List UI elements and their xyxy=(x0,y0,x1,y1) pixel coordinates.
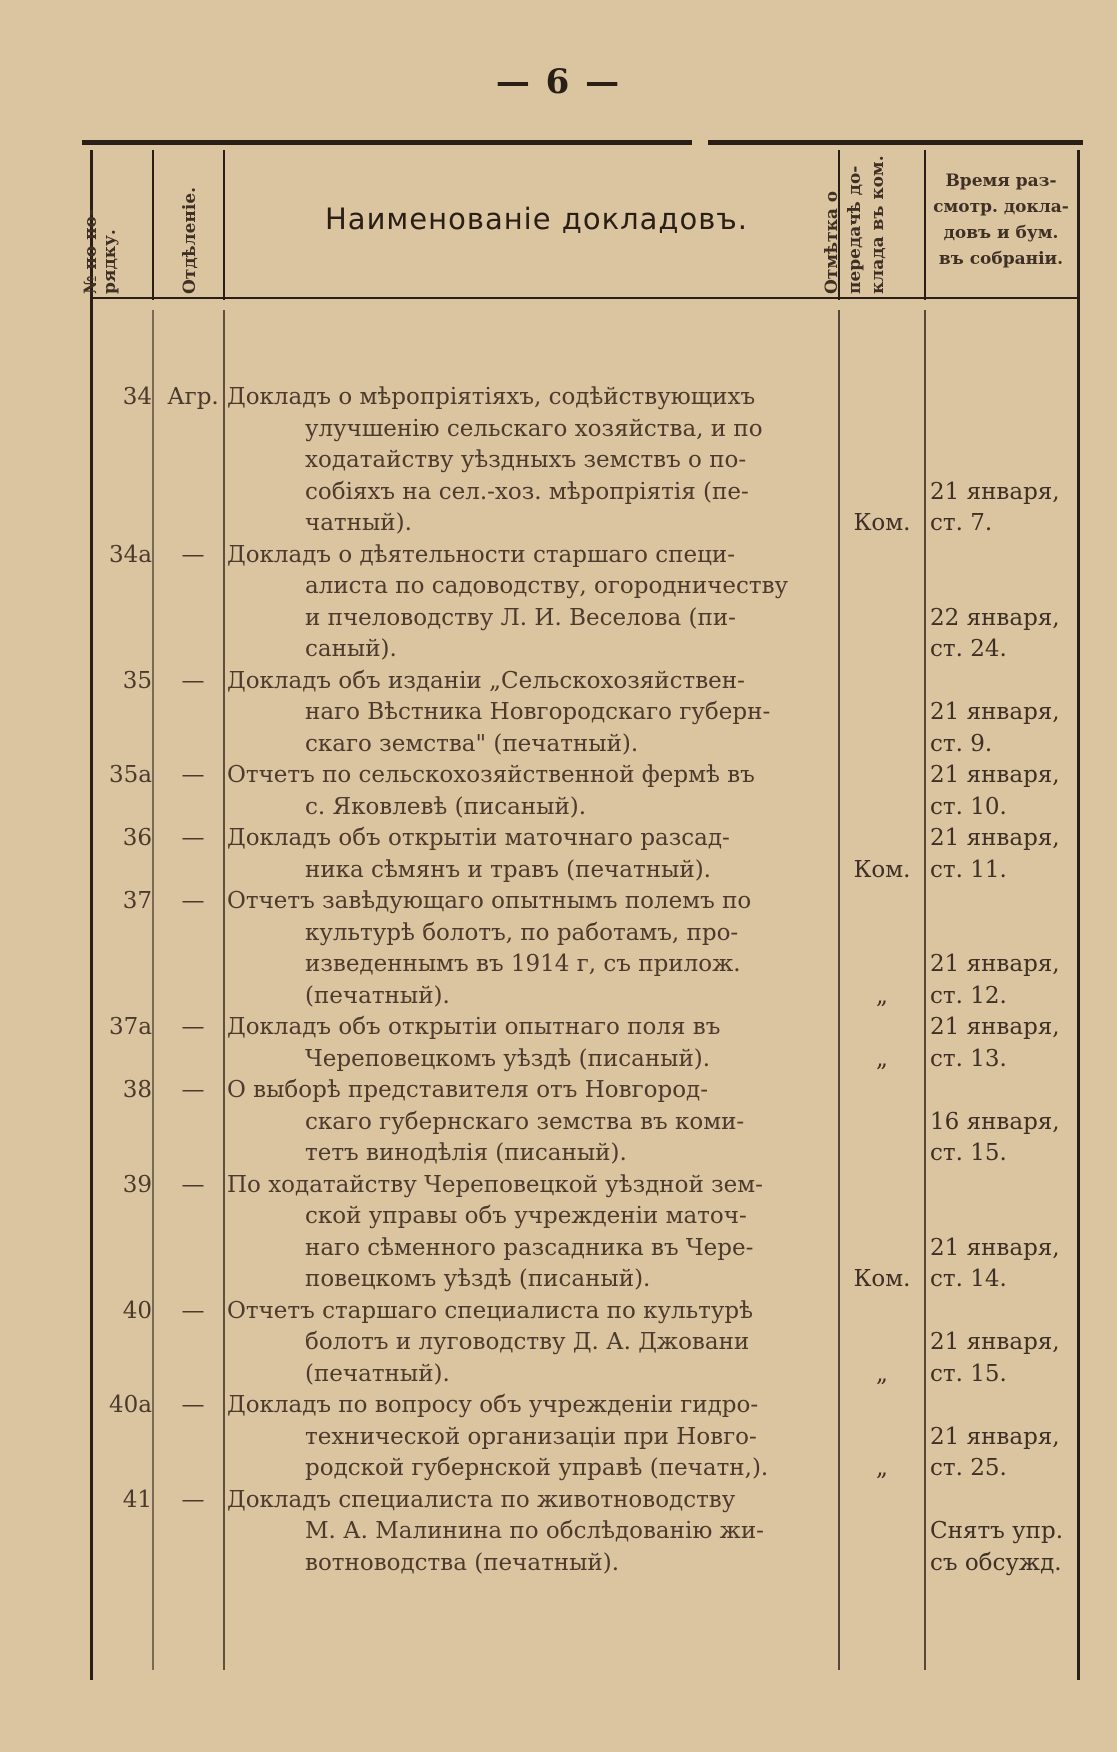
time-line: ст. 15. xyxy=(930,1360,1007,1387)
row-title xyxy=(227,382,935,540)
header-mark: Отмѣтка о передачѣ до- клада въ ком. xyxy=(822,155,888,294)
title-line: собіяхъ на сел.-хоз. мѣропріятія (пе- xyxy=(305,478,749,505)
title-line: (печатный). xyxy=(305,1360,450,1387)
header-time: Время раз- смотр. докла- довъ и бум. въ собраніи. xyxy=(933,171,1069,269)
row-session-time xyxy=(930,603,1080,666)
top-rule-left xyxy=(82,140,692,145)
row-session-time xyxy=(930,1516,1080,1579)
time-line: ст. 10. xyxy=(930,793,1007,820)
title-line: скаго земства" (печатный). xyxy=(305,730,639,757)
title-line: Отчетъ старшаго специалиста по культурѣ xyxy=(227,1297,754,1324)
row-number: 38 xyxy=(122,1077,152,1103)
header-num: № по по- рядку. xyxy=(81,209,120,294)
title-line: Отчетъ завѣдующаго опытнымъ полемъ по xyxy=(227,888,752,914)
title-line: тетъ винодѣлія (писаный). xyxy=(305,1140,627,1166)
row-department: — xyxy=(181,541,205,568)
title-line: повецкомъ уѣздѣ (писаный). xyxy=(305,1266,651,1292)
row-session-time xyxy=(930,823,1080,886)
row-session-time xyxy=(930,477,1080,540)
time-line: 21 января, xyxy=(930,1234,1060,1261)
row-session-time xyxy=(930,1107,1080,1170)
row-title xyxy=(227,886,935,1012)
table-header xyxy=(81,150,1080,300)
top-rule-right xyxy=(708,140,1083,145)
title-line: родской губернской управѣ (печатн,). xyxy=(305,1455,769,1481)
title-line: улучшенію сельскаго хозяйства, и по xyxy=(305,415,763,442)
row-number: 34а xyxy=(109,541,152,568)
row-session-time xyxy=(930,1012,1080,1075)
table-body xyxy=(90,310,1080,1670)
row-title xyxy=(227,1012,935,1075)
row-department: — xyxy=(181,1014,205,1040)
title-line: Докладъ специалиста по животноводству xyxy=(227,1486,736,1513)
col-line-num xyxy=(152,310,154,1670)
time-line: 21 января, xyxy=(930,825,1060,851)
row-title xyxy=(227,1170,935,1296)
title-line: М. А. Малинина по обслѣдованію жи- xyxy=(305,1518,764,1544)
title-line: болотъ и луговодству Д. А. Джовани xyxy=(305,1329,750,1355)
title-line: с. Яковлевѣ (писаный). xyxy=(305,793,587,820)
title-line: культурѣ болотъ, по работамъ, про- xyxy=(305,919,739,946)
header-title: Наименованіе докладовъ. xyxy=(325,202,748,236)
row-committee-mark: Ком. xyxy=(853,856,911,883)
row-session-time xyxy=(930,1233,1080,1296)
title-line: и пчеловодству Л. И. Веселова (пи- xyxy=(305,604,736,631)
time-line: 16 января, xyxy=(930,1108,1060,1135)
title-line: Докладъ объ изданіи „Сельскохозяйствен- xyxy=(227,667,745,694)
time-line: съ обсужд. xyxy=(930,1549,1062,1576)
row-department: — xyxy=(181,1297,205,1324)
row-department: — xyxy=(181,1486,205,1513)
row-department: — xyxy=(181,1171,205,1198)
title-line: ходатайству уѣздныхъ земствъ о по- xyxy=(305,447,747,473)
time-line: ст. 12. xyxy=(930,982,1007,1009)
row-title xyxy=(227,1485,935,1580)
title-line: саный). xyxy=(305,636,397,662)
time-line: ст. 11. xyxy=(930,856,1007,883)
header-dept: Отдѣленіе. xyxy=(180,186,200,294)
row-committee-mark: Ком. xyxy=(853,510,911,536)
row-department: — xyxy=(181,762,205,788)
time-line: ст. 15. xyxy=(930,1140,1007,1166)
row-committee-mark: „ xyxy=(876,1045,888,1072)
row-title xyxy=(227,760,935,823)
row-title xyxy=(227,1075,935,1170)
row-session-time xyxy=(930,697,1080,760)
time-line: 21 января, xyxy=(930,1014,1060,1040)
header-bottom-rule xyxy=(90,297,1080,299)
row-committee-mark: Ком. xyxy=(853,1266,911,1292)
divider-dept xyxy=(223,150,225,300)
title-line: Череповецкомъ уѣздѣ (писаный). xyxy=(305,1045,711,1072)
time-line: 22 января, xyxy=(930,604,1060,631)
row-session-time xyxy=(930,1327,1080,1390)
title-line: Докладъ по вопросу объ учрежденіи гидро- xyxy=(227,1392,759,1418)
row-number: 40 xyxy=(122,1297,152,1324)
row-number: 34 xyxy=(122,384,152,410)
row-department: — xyxy=(181,888,205,914)
page-number: — 6 — xyxy=(495,62,622,102)
col-line-dept xyxy=(223,310,225,1670)
row-session-time xyxy=(930,760,1080,823)
title-line: Докладъ о дѣятельности старшаго специ- xyxy=(227,541,735,568)
divider-num xyxy=(152,150,154,300)
row-session-time xyxy=(930,949,1080,1012)
row-committee-mark: „ xyxy=(876,982,888,1009)
time-line: Снятъ упр. xyxy=(930,1518,1064,1544)
time-line: 21 января, xyxy=(930,1423,1060,1450)
row-number: 41 xyxy=(122,1486,152,1513)
title-line: чатный). xyxy=(305,510,412,536)
time-line: ст. 7. xyxy=(930,510,993,536)
row-number: 36 xyxy=(122,825,152,851)
title-line: скаго губернскаго земства въ коми- xyxy=(305,1108,745,1135)
title-line: Докладъ о мѣропріятіяхъ, содѣйствующихъ xyxy=(227,384,756,410)
time-line: ст. 13. xyxy=(930,1045,1007,1072)
title-line: технической организаціи при Новго- xyxy=(305,1423,757,1450)
time-line: ст. 24. xyxy=(930,636,1007,662)
title-line: Отчетъ по сельскохозяйственной фермѣ въ xyxy=(227,762,755,788)
time-line: 21 января, xyxy=(930,762,1060,788)
row-title xyxy=(227,1390,935,1485)
row-number: 40а xyxy=(109,1392,152,1418)
time-line: ст. 9. xyxy=(930,730,993,757)
row-department: — xyxy=(181,1077,205,1103)
row-title xyxy=(227,540,935,666)
row-number: 35 xyxy=(122,667,152,694)
title-line: наго сѣменного разсадника въ Чере- xyxy=(305,1234,754,1261)
row-session-time xyxy=(930,1422,1080,1485)
title-line: (печатный). xyxy=(305,982,450,1009)
title-line: Докладъ объ открытіи маточнаго разсад- xyxy=(227,825,730,851)
row-number: 39 xyxy=(122,1171,152,1198)
time-line: 21 января, xyxy=(930,1329,1060,1355)
row-title xyxy=(227,1296,935,1391)
time-line: ст. 14. xyxy=(930,1266,1007,1292)
row-number: 37а xyxy=(109,1014,152,1040)
time-line: ст. 25. xyxy=(930,1455,1007,1481)
row-committee-mark: „ xyxy=(876,1455,888,1481)
row-department: — xyxy=(181,667,205,694)
time-line: 21 января, xyxy=(930,699,1060,725)
title-line: О выборѣ представителя отъ Новгород- xyxy=(227,1077,708,1103)
title-line: ника сѣмянъ и травъ (печатный). xyxy=(305,856,711,883)
title-line: алиста по садоводству, огородничеству xyxy=(305,573,789,599)
title-line: Докладъ объ открытіи опытнаго поля въ xyxy=(227,1014,721,1040)
title-line: наго Вѣстника Новгородскаго губерн- xyxy=(305,699,771,725)
title-line: По ходатайству Череповецкой уѣздной зем- xyxy=(227,1171,763,1198)
row-department: Агр. xyxy=(167,384,219,410)
row-department: — xyxy=(181,825,205,851)
title-line: изведеннымъ въ 1914 г, съ прилож. xyxy=(305,951,741,977)
time-line: 21 января, xyxy=(930,951,1060,977)
title-line: вотноводства (печатный). xyxy=(305,1549,620,1576)
row-title xyxy=(227,666,935,761)
time-line: 21 января, xyxy=(930,478,1060,505)
row-number: 35а xyxy=(109,762,152,788)
row-number: 37 xyxy=(122,888,152,914)
row-title xyxy=(227,823,935,886)
title-line: ской управы объ учрежденіи маточ- xyxy=(305,1203,747,1229)
row-department: — xyxy=(181,1392,205,1418)
row-committee-mark: „ xyxy=(876,1360,888,1387)
